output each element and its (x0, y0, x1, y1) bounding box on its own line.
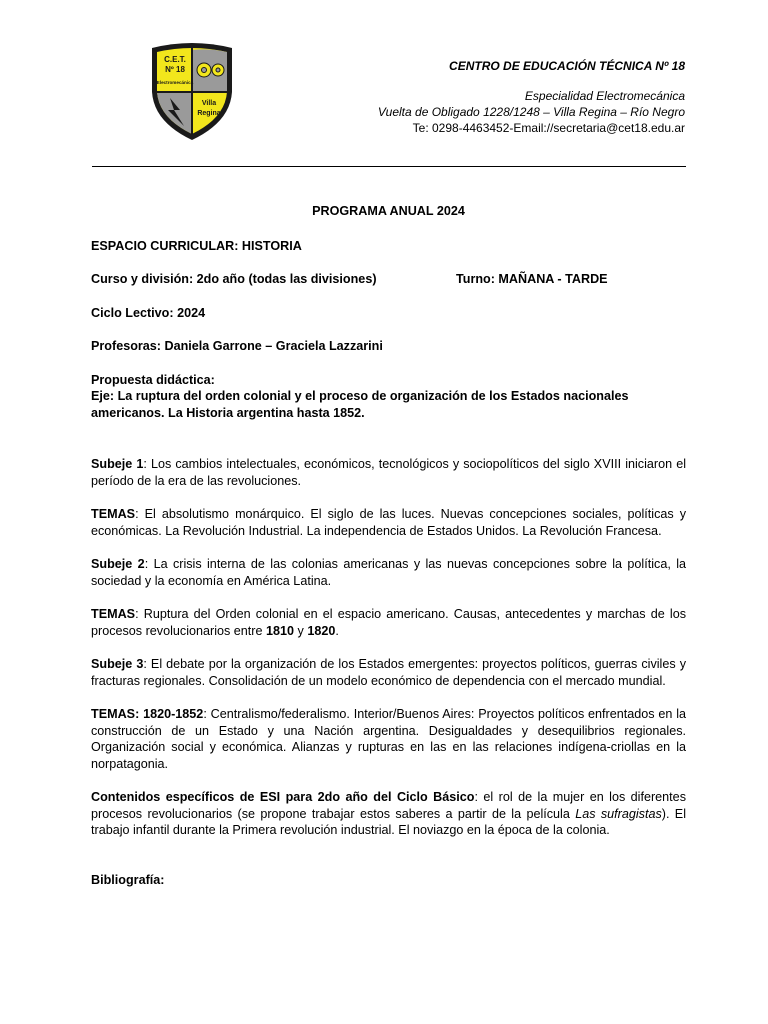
subeje-3 (91, 656, 686, 689)
temas-2 (91, 606, 686, 639)
school-header (378, 58, 685, 136)
subeje-2 (91, 556, 686, 589)
espacio-curricular: ESPACIO CURRICULAR: HISTORIA (91, 238, 302, 253)
propuesta-didactica: Propuesta didáctica: (91, 372, 215, 387)
esi-contenidos (91, 789, 686, 839)
subeje-1-label: Subeje 1 (91, 457, 144, 471)
temas-2-year-1820: 1820 (307, 623, 336, 638)
temas-2-text: : Ruptura del Orden colonial en el espacio americano. Causas, antecedentes y marchas de los procesos revolucionarios entre (91, 607, 686, 638)
esi-text-b: ). El trabajo infantil durante la Primera revolución industrial. El noviazgo en la época de la colonia. (91, 806, 687, 837)
eje: Eje: La ruptura del orden colonial y el proceso de organización de los Estados nacionales americanos. La Historia argentina hasta 1852. (91, 389, 629, 420)
logo-line5: Regina (197, 110, 221, 117)
temas-3 (91, 706, 686, 772)
header-divider (92, 166, 686, 167)
temas-1-label: TEMAS (91, 507, 136, 521)
ciclo-lectivo: Ciclo Lectivo: 2024 (91, 305, 206, 320)
subeje-1-text: : Los cambios intelectuales, económicos, tecnológicos y sociopolíticos del siglo XVIII iniciaron el período de la era de las revoluciones. (91, 457, 686, 488)
turno: Turno: MAÑANA - TARDE (456, 272, 608, 286)
temas-2-year-1810: 1810 (266, 623, 295, 638)
logo-line2: Nº 18 (165, 65, 185, 74)
temas-3-label: TEMAS: 1820-1852 (91, 707, 204, 721)
profesoras: Profesoras: Daniela Garrone – Graciela Lazzarini (91, 339, 383, 353)
subeje-2-text: : La crisis interna de las colonias americanas y las nuevas concepciones sobre la política, la sociedad y la economía en América Latina. (91, 557, 687, 588)
school-address: Vuelta de Obligado 1228/1248 – Villa Regina – Río Negro (377, 105, 685, 119)
document-title: PROGRAMA ANUAL 2024 (312, 204, 465, 218)
school-logo-shield (144, 40, 240, 142)
logo-line1: C.E.T. (164, 55, 186, 64)
logo-line4: Villa (201, 100, 217, 107)
temas-3-text: : Centralismo/federalismo. Interior/Buenos Aires: Proyectos políticos enfrentados en la construcción de un Estado y una Nación argentina. Desigualdades y desequilibrios regionales. Organización social y económica. Alianzas y rupturas en las en las relaciones indígena-criollas en la norpatagonia. (91, 707, 686, 771)
bibliografia-heading: Bibliografía: (91, 872, 165, 887)
school-contact: Te: 0298-4463452-Email://secretaria@cet18.edu.ar (412, 121, 685, 135)
subeje-2-label: Subeje 2 (91, 557, 145, 571)
temas-1 (91, 506, 686, 539)
temas-2-end: . (335, 623, 339, 638)
subeje-3-label: Subeje 3 (91, 657, 144, 671)
subeje-1 (91, 456, 686, 489)
temas-2-label: TEMAS (91, 607, 136, 621)
curso-turno-row (91, 271, 686, 288)
curso-division: Curso y división: 2do año (todas las divisiones) (91, 272, 377, 286)
subeje-3-text: : El debate por la organización de los Estados emergentes: proyectos políticos, guerras civiles y fracturas regionales. Consolidación de un modelo económico de dependencia con el mercado mundial. (91, 657, 686, 688)
esi-label: Contenidos específicos de ESI para 2do año del Ciclo Básico (91, 790, 475, 804)
logo-line3: Electromecánica (156, 80, 194, 85)
document-body (91, 203, 686, 888)
esi-film-title: Las sufragistas (575, 806, 662, 821)
school-name: CENTRO DE EDUCACIÓN TÉCNICA Nº 18 (449, 59, 685, 73)
temas-2-and: y (294, 623, 308, 638)
esi-text-a: : el rol de la mujer en los diferentes procesos revolucionarios (se propone trabajar estos saberes a partir de la película (91, 790, 686, 821)
school-specialty: Especialidad Electromecánica (524, 89, 685, 103)
temas-1-text: : El absolutismo monárquico. El siglo de las luces. Nuevas concepciones sociales, políticas y económicas. La Revolución Industrial. La independencia de Estados Unidos. La Revolución Francesa. (91, 507, 686, 538)
